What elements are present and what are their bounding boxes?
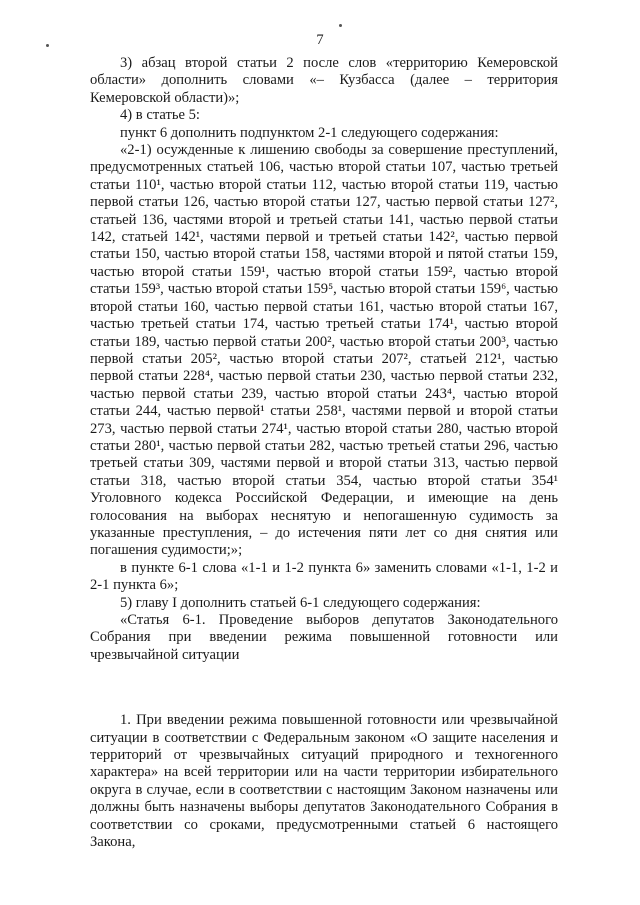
document-body xyxy=(90,55,558,851)
page-number: 7 xyxy=(316,32,324,48)
paragraph-point-6: пункт 6 дополнить подпунктом 2-1 следующего содержания: xyxy=(120,124,499,141)
scan-mark xyxy=(339,24,342,27)
article-6-1-clause-1: 1. При введении режима повышенной готовности или чрезвычайной ситуации в соответствии с Федеральным законом «О защите населения и территорий от чрезвычайных ситуаций природного и техногенного характера» на всей территории или на части территории избирательного округа в случае, если в соответствии с настоящим Законом назначены или должны быть назначены выборы депутатов Законодательного Собрания в соответствии со сроками, предусмотренными статьей 6 настоящего Закона, xyxy=(90,712,558,851)
section-spacer xyxy=(90,664,558,712)
paragraph-amendment-5: 5) главу I дополнить статьей 6-1 следующего содержания: xyxy=(120,594,481,611)
paragraph-amendment-4: 4) в статье 5: xyxy=(120,107,200,124)
paragraph-point-6-1: в пункте 6-1 слова «1-1 и 1-2 пункта 6» заменить словами «1-1, 1-2 и 2-1 пункта 6»; xyxy=(90,559,558,594)
paragraph-subpoint-2-1: «2-1) осужденные к лишению свободы за совершение преступлений, предусмотренных статьей 106, частью второй статьи 107, частью третьей статьи 110¹, частью второй статьи 112, частью второй статьи 119, частью первой статьи 126, частью второй статьи 127, частью первой статьи 127², статьей 136, частями второй и третьей статьи 141, частью первой статьи 142, статьей 142¹, частями первой и третьей статьи 142², частью первой статьи 150, частью второй статьи 158, частями второй и пятой статьи 159, частью второй статьи 159¹, частью второй статьи 159², частью второй статьи 159³, частью второй статьи 159⁵, частью второй статьи 159⁶, частью второй статьи 160, частью первой статьи 161, частью второй статьи 167, частью третьей статьи 174, частью третьей статьи 174¹, частью второй статьи 189, частью первой статьи 200², частью второй статьи 200³, частью первой статьи 205², частью второй статьи 207², статьей 212¹, частью первой статьи 228⁴, частью первой статьи 230, частью первой статьи 232, частью первой статьи 239, частью второй статьи 243⁴, частью второй статьи 244, частью первой¹ статьи 258¹, частями первой и второй статьи 273, частью первой статьи 274¹, частью второй статьи 280, частью второй статьи 280¹, частью первой статьи 282, частью третьей статьи 296, частью третьей статьи 309, частями первой и второй статьи 313, частью первой статьи 318, частью второй статьи 354, частью второй статьи 354¹ Уголовного кодекса Российской Федерации, и имеющие на день голосования на выборах неснятую и непогашенную судимость за указанные преступления, – до истечения пяти лет со дня снятия или погашения судимости;»; xyxy=(90,142,558,559)
paragraph-amendment-3: 3) абзац второй статьи 2 после слов «территорию Кемеровской области» дополнить словами «– Кузбасса (далее – территория Кемеровской области)»; xyxy=(90,55,558,106)
article-6-1-heading: «Статья 6-1. Проведение выборов депутатов Законодательного Собрания при введении режима повышенной готовности или чрезвычайной ситуации xyxy=(90,612,558,663)
